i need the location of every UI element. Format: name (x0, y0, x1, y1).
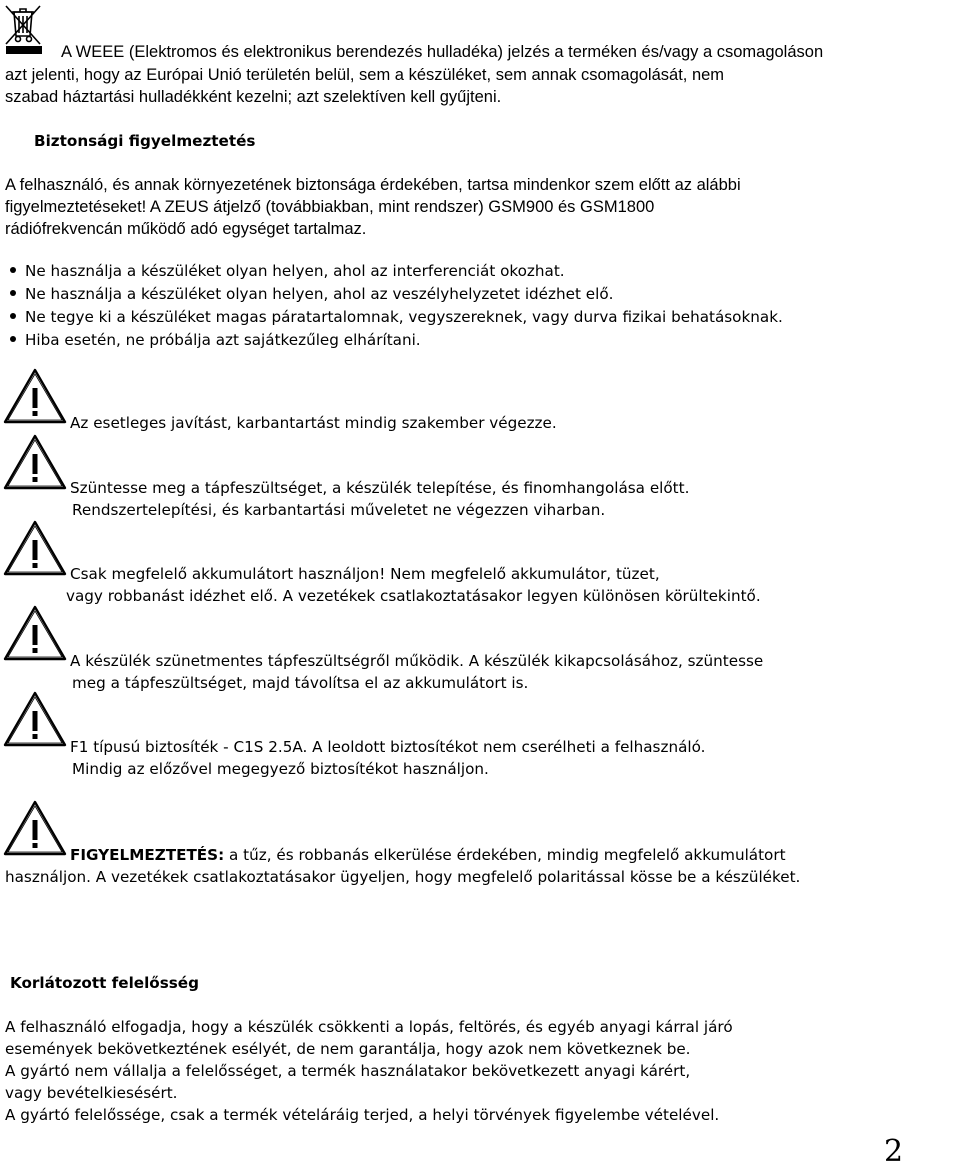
bullet-dot (10, 290, 16, 296)
warning-2-line-2: Rendszertelepítési, és karbantartási műveletet ne végezzen viharban. (72, 501, 606, 519)
bullet-dot (10, 313, 16, 319)
bullet-dot (10, 267, 16, 273)
page-number: 2 (884, 1134, 904, 1169)
weee-line-2: azt jelenti, hogy az Európai Unió területén belül, sem a készüléket, sem annak csomagolását, nem (5, 66, 725, 84)
bullet-text: Ne tegye ki a készüléket magas páratartalomnak, vegyszereknek, vagy durva fizikai behatásoknak. (25, 308, 783, 326)
safety-heading: Biztonsági figyelmeztetés (34, 132, 256, 150)
weee-underline-bar (6, 46, 42, 54)
warning-5-line-1: F1 típusú biztosíték - C1S 2.5A. A leoldott biztosítékot nem cserélheti a felhasználó. (70, 738, 706, 756)
liability-line-1: A felhasználó elfogadja, hogy a készülék csökkenti a lopás, feltörés, és egyéb anyagi kárral járó (5, 1018, 733, 1036)
warning-4-line-1: A készülék szünetmentes tápfeszültségről működik. A készülék kikapcsolásához, szüntesse (70, 652, 764, 670)
bullet-text: Ne használja a készüléket olyan helyen, ahol az veszélyhelyzetet idézhet elő. (25, 285, 614, 303)
warning-5-line-2: Mindig az előzővel megegyező biztosítékot használjon. (72, 760, 489, 778)
warning-3-line-2: vagy robbanást idézhet elő. A vezetékek csatlakoztatásakor legyen különösen körültekintő. (66, 587, 761, 605)
liability-line-2: események bekövetkeztének esélyét, de nem garantálja, hogy azok nem következnek be. (5, 1040, 691, 1058)
safety-bullet (10, 329, 421, 351)
bullet-text: Hiba esetén, ne próbálja azt sajátkezűleg elhárítani. (25, 331, 421, 349)
bullet-dot (10, 336, 16, 342)
safety-intro-line-3: rádiófrekvencán működő adó egységet tartalmaz. (5, 220, 367, 238)
warning-triangle-icon (2, 603, 68, 661)
warning-6-line-2: használjon. A vezetékek csatlakoztatásakor ügyeljen, hogy megfelelő polaritással kösse be a készüléket. (5, 868, 801, 886)
liability-line-4: vagy bevételkiesésért. (5, 1084, 178, 1102)
warning-triangle-icon (2, 798, 68, 856)
safety-intro-line-1: A felhasználó, és annak környezetének biztonsága érdekében, tartsa mindenkor szem előtt az alábbi (5, 176, 741, 194)
liability-line-3: A gyártó nem vállalja a felelősséget, a termék használatakor bekövetkezett anyagi kárért, (5, 1062, 691, 1080)
crossed-out-wheelie-bin-icon (2, 2, 44, 48)
warning-triangle-icon (2, 366, 68, 424)
warning-6-line-1 (70, 844, 786, 866)
weee-line-1: A WEEE (Elektromos és elektronikus berendezés hulladéka) jelzés a terméken és/vagy a csomagoláson (61, 43, 824, 61)
warning-triangle-icon (2, 432, 68, 490)
warning-6-bold-prefix: FIGYELMEZTETÉS: (70, 846, 225, 864)
safety-bullet (10, 306, 783, 328)
liability-line-5: A gyártó felelőssége, csak a termék vételáráig terjed, a helyi törvények figyelembe vételével. (5, 1106, 720, 1124)
warning-triangle-icon (2, 689, 68, 747)
warning-2-line-1: Szüntesse meg a tápfeszültséget, a készülék telepítése, és finomhangolása előtt. (70, 479, 690, 497)
weee-line-3: szabad háztartási hulladékként kezelni; azt szelektíven kell gyűjteni. (5, 88, 502, 106)
safety-intro-line-2: figyelmeztetéseket! A ZEUS átjelző (továbbiakban, mint rendszer) GSM900 és GSM1800 (5, 198, 655, 216)
warning-1-line-1: Az esetleges javítást, karbantartást mindig szakember végezze. (70, 414, 557, 432)
bullet-text: Ne használja a készüléket olyan helyen, ahol az interferenciát okozhat. (25, 262, 565, 280)
warning-triangle-icon (2, 518, 68, 576)
warning-4-line-2: meg a tápfeszültséget, majd távolítsa el az akkumulátort is. (72, 674, 529, 692)
safety-bullet (10, 260, 565, 282)
warning-3-line-1: Csak megfelelő akkumulátort használjon! Nem megfelelő akkumulátor, tüzet, (70, 565, 660, 583)
safety-bullet (10, 283, 613, 305)
warning-6-line-1-text: a tűz, és robbanás elkerülése érdekében, mindig megfelelő akkumulátort (224, 846, 786, 864)
liability-heading: Korlátozott felelősség (10, 974, 199, 992)
